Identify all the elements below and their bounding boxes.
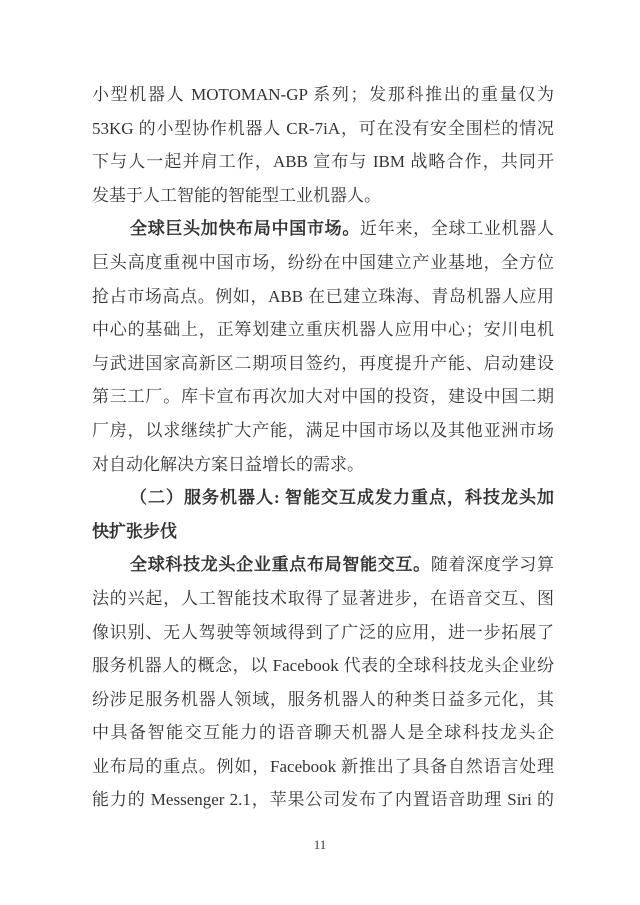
bold-text-segment: （二）服务机器人: 智能交互成发力重点，科技龙头加	[130, 488, 554, 508]
text-line	[92, 280, 554, 314]
text-line	[92, 716, 554, 750]
document-body-text	[92, 78, 554, 817]
text-line	[92, 481, 554, 515]
text-segment: 53KG 的小型协作机器人 CR-7iA，可在没有安全围栏的情况	[92, 118, 554, 138]
text-line	[92, 448, 554, 482]
text-segment: 业布局的重点。例如，Facebook 新推出了具备自然语言处理	[92, 756, 554, 776]
text-line	[92, 750, 554, 784]
text-line	[92, 179, 554, 213]
text-segment: 中心的基础上，正筹划建立重庆机器人应用中心；安川电机	[92, 320, 554, 340]
text-line	[92, 112, 554, 146]
bold-text-segment: 全球科技龙头企业重点布局智能交互。	[130, 555, 431, 575]
text-line	[92, 649, 554, 683]
text-segment: 随着深度学习算	[430, 555, 554, 575]
bold-text-segment: 快扩张步伐	[92, 521, 177, 541]
text-segment: 厂房，以求继续扩大产能，满足中国市场以及其他亚洲市场	[92, 420, 554, 440]
text-segment: 服务机器人的概念，以 Facebook 代表的全球科技龙头企业纷	[92, 656, 554, 676]
text-segment: 巨头高度重视中国市场，纷纷在中国建立产业基地，全方位	[92, 252, 554, 272]
text-line	[92, 582, 554, 616]
text-line	[92, 78, 554, 112]
text-line	[92, 548, 554, 582]
text-segment: 中具备智能交互能力的语音聊天机器人是全球科技龙头企	[92, 723, 554, 743]
page-number: 11	[313, 837, 327, 852]
text-segment: 法的兴起，人工智能技术取得了显著进步，在语音交互、图	[92, 588, 554, 608]
text-segment: 下与人一起并肩工作，ABB 宣布与 IBM 战略合作，共同开	[92, 152, 554, 172]
text-line	[92, 313, 554, 347]
text-segment: 纷涉足服务机器人领域，服务机器人的种类日益多元化，其	[92, 689, 554, 709]
text-segment: 与武进国家高新区二期项目签约，再度提升产能、启动建设	[92, 353, 554, 373]
bold-text-segment: 全球巨头加快布局中国市场。	[130, 219, 361, 239]
text-segment: 像识别、无人驾驶等领域得到了广泛的应用，进一步拓展了	[92, 622, 554, 642]
text-segment: 近年来，全球工业机器人	[360, 219, 554, 239]
text-segment: 小型机器人 MOTOMAN-GP 系列；发那科推出的重量仅为	[92, 85, 554, 104]
text-segment: 对自动化解决方案日益增长的需求。	[92, 454, 364, 474]
text-segment: 能力的 Messenger 2.1，苹果公司发布了内置语音助理 Siri 的	[92, 790, 554, 810]
text-line	[92, 246, 554, 280]
text-line	[92, 212, 554, 246]
text-segment: 抢占市场高点。例如，ABB 在已建立珠海、青岛机器人应用	[92, 286, 554, 306]
text-line	[92, 616, 554, 650]
text-segment: 发基于人工智能的智能型工业机器人。	[92, 185, 381, 205]
text-line	[92, 683, 554, 717]
text-line	[92, 380, 554, 414]
text-line	[92, 414, 554, 448]
text-line	[92, 145, 554, 179]
text-line	[92, 515, 554, 549]
text-line	[92, 347, 554, 381]
text-segment: 第三工厂。库卡宣布再次加大对中国的投资，建设中国二期	[92, 387, 554, 407]
text-line	[92, 783, 554, 817]
